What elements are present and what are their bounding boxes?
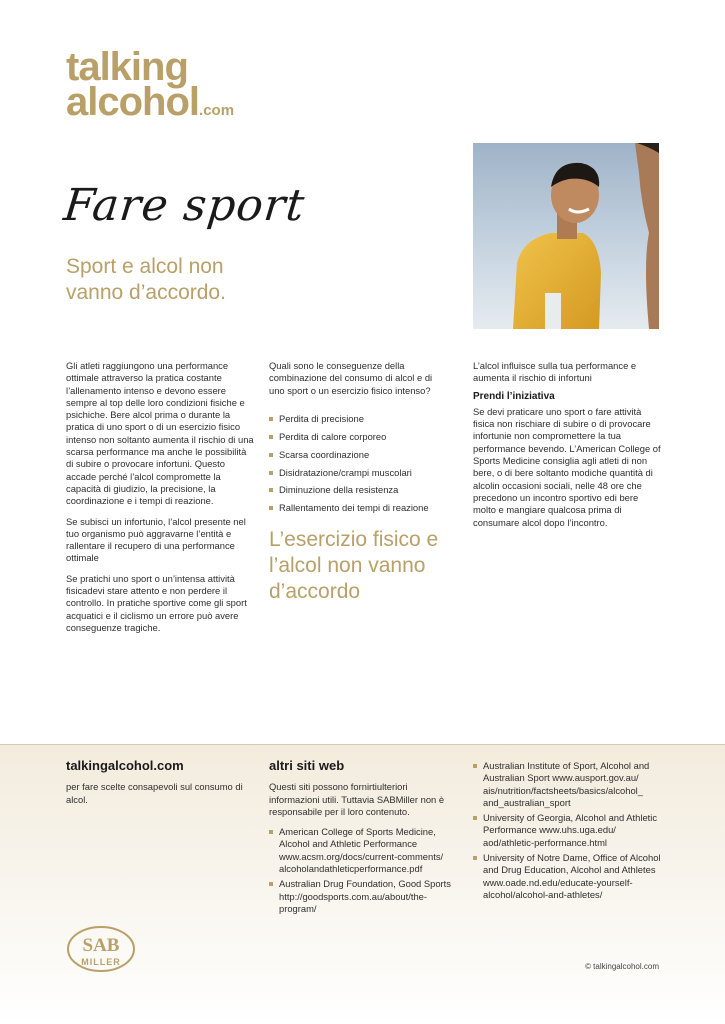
sabmiller-logo-mark: [66, 925, 136, 973]
intro-paragraph-3: Se pratichi uno sport o un’intensa attività fisicadevi stare attento e non perdere il controllo. In pratiche sportive come gli sport acquatici e il ciclismo un errore può avere conseguenze tragiche.: [66, 572, 247, 633]
copyright-text: © talkingalcohol.com: [585, 962, 659, 971]
initiative-body: Se devi praticare uno sport o fare attività fisica non rischiare di subire o di provocare infortunie non compromettere la tua performance bevendo. L’American College of Sports Medicine consiglia agli atleti di non bere, o di bere soltanto modiche quantità di alcolin occasioni sociali, nelle 48 ore che precedono un incontro sportivo edi bere molto e mangiare qualcosa prima di consumare alcol dopo l’incontro.: [473, 405, 661, 528]
footer-link-ausport[interactable]: Australian Institute of Sport, Alcohol and Australian Sport www.ausport.gov.au/ ais/nutrition/factsheets/basics/alcohol_ and_australian_sport: [473, 760, 663, 809]
footer-links-list-2: [473, 760, 663, 901]
consequences-list: [269, 413, 449, 515]
footer-other-sites: [269, 760, 459, 918]
list-item: Rallentamento dei tempi di reazione: [269, 502, 449, 514]
list-item: Diminuzione della resistenza: [269, 484, 449, 496]
intro-paragraph-2: Se subisci un infortunio, l’alcol presente nel tuo organismo può aggravarne l’entità e rallentare il recupero di una performance ottimale: [66, 515, 246, 564]
footer-more-links: [473, 760, 663, 904]
sab-logo-line1: SAB: [82, 935, 120, 956]
list-item: Perdita di precisione: [269, 413, 449, 425]
footer-about: [66, 760, 256, 814]
sabmiller-logo: [66, 925, 136, 978]
initiative-heading: Prendi l’iniziativa: [473, 390, 555, 402]
footer-about-heading: talkingalcohol.com: [66, 758, 184, 773]
talkingalcohol-logo: [66, 45, 235, 124]
footer-other-sites-text: Questi siti possono fornirtiulteriori informazioni utili. Tuttavia SABMiller non è responsabile per il loro contenuto.: [269, 781, 445, 817]
athlete-photo-illustration: [473, 143, 659, 329]
logo-line2: alcohol: [66, 80, 200, 124]
footer-link-goodsports[interactable]: Australian Drug Foundation, Good Sports http://goodsports.com.au/about/the-program/: [269, 878, 459, 915]
consequences-intro: Quali sono le conseguenze della combinazione del consumo di alcol e di uno sport o un esercizio fisico intenso?: [269, 360, 433, 396]
footer-divider: [0, 744, 725, 745]
list-item: Disidratazione/crampi muscolari: [269, 467, 449, 479]
sab-logo-line2: MILLER: [81, 957, 121, 967]
pull-quote: L’esercizio fisico e l’alcol non vanno d’accordo: [269, 527, 439, 603]
footer-other-sites-heading: altri siti web: [269, 758, 345, 773]
page-subtitle: Sport e alcol non vanno d’accordo.: [66, 255, 226, 304]
column-consequences: [269, 360, 449, 605]
page-title: Fare sport: [61, 180, 308, 231]
footer-link-uga[interactable]: University of Georgia, Alcohol and Athletic Performance www.uhs.uga.edu/ aod/athletic-performance.html: [473, 812, 663, 849]
column-initiative: [473, 360, 663, 537]
list-item: Scarsa coordinazione: [269, 449, 449, 461]
athlete-photo: [473, 143, 659, 329]
footer-links-list: [269, 826, 459, 915]
footer-about-text: per fare scelte consapevoli sul consumo di alcol.: [66, 781, 243, 805]
list-item: Perdita di calore corporeo: [269, 431, 449, 443]
logo-suffix: .com: [199, 102, 235, 119]
intro-paragraph-1: Gli atleti raggiungono una performance ottimale attraverso la pratica costante l’allenamento intenso e devono essere sempre al top delle loro condizioni fisiche e psichiche. Bere alcol prima o durante la pratica di uno sport o di un esercizio fisico intenso non soltanto aumenta il rischio di una scarsa performance ma anche le possibilità di subire o provocare infortuni. Questo accade perché l’alcol compromette la capacità di giudizio, la precisione, la coordinazione e i tempi di reazione.: [66, 360, 254, 507]
logo-line1: talking: [66, 45, 188, 89]
initiative-intro: L’alcol influisce sulla tua performance e aumenta il rischio di infortuni: [473, 360, 637, 384]
footer-link-notredame[interactable]: University of Notre Dame, Office of Alcohol and Drug Education, Alcohol and Athletes www.oade.nd.edu/educate-yourself-alcohol/alcohol-and-athletes/: [473, 852, 663, 901]
footer-link-acsm[interactable]: American College of Sports Medicine, Alcohol and Athletic Performance www.acsm.org/docs/current-comments/ alcoholandathleticperformance.pdf: [269, 826, 459, 875]
column-intro: [66, 360, 256, 642]
